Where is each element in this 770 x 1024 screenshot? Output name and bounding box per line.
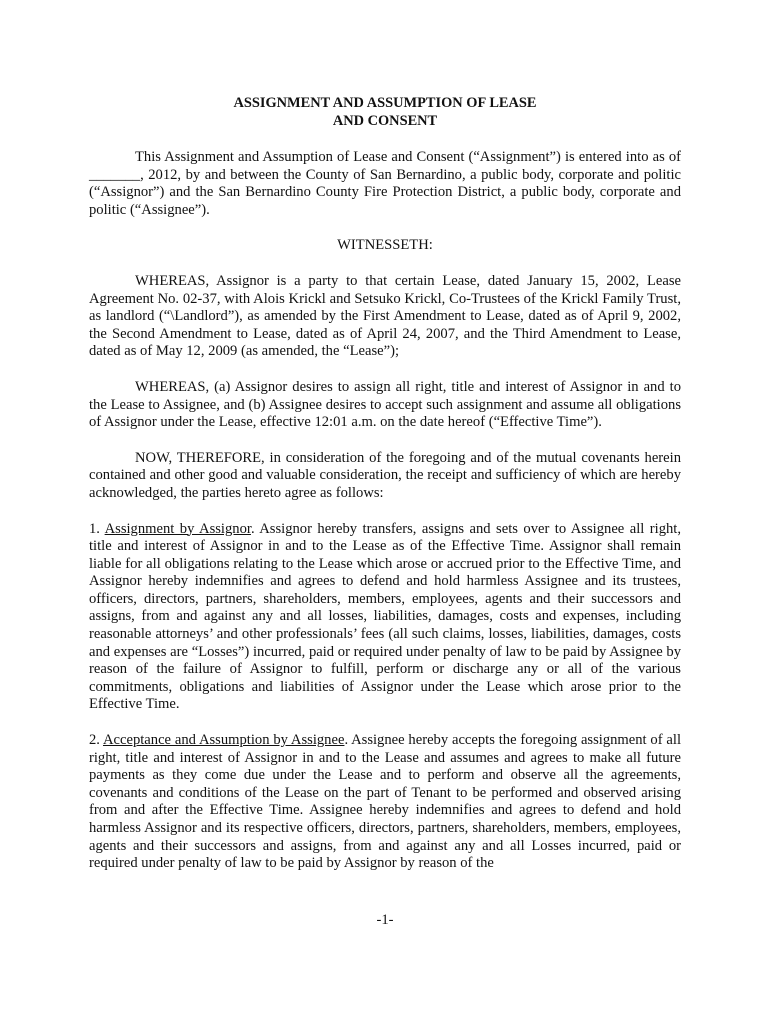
document-title-line-1: ASSIGNMENT AND ASSUMPTION OF LEASE [233, 95, 537, 111]
section-1 [89, 521, 681, 715]
intro-paragraph: This Assignment and Assumption of Lease and Consent (“Assignment”) is entered into as of _______, 2012, by and between the County of San Bernardino, a public body, corporate and politic (“Assignor”) and the San Bernardino County Fire Protection District, a public body, corporate and politic (“Assignee”). [89, 149, 681, 218]
page-number: -1- [376, 912, 394, 928]
section-1-text: . Assignor hereby transfers, assigns and sets over to Assignee all right, title and interest of Assignor in and to the Lease as of the Effective Time. Assignor shall remain liable for all obligations relating to the Lease which arose or accrued prior to the Effective Time, and Assignor hereby indemnifies and agrees to defend and hold harmless Assignee and its trustees, officers, directors, partners, shareholders, members, employees, agents and their successors and assigns, from and against any and all losses, liabilities, damages, costs and expenses, including reasonable attorneys’ and other professionals’ fees (all such claims, losses, liabilities, damages, costs and expenses are “Losses”) incurred, paid or required under penalty of law to be paid by Assignee by reason of the failure of Assignor to fulfill, perform or discharge any or all of the various commitments, obligations and liabilities of Assignor under the Lease which arose prior to the Effective Time. [89, 520, 681, 713]
document-title-line-2: AND CONSENT [332, 113, 438, 129]
section-2-heading: Acceptance and Assumption by Assignee [102, 732, 345, 749]
now-therefore-paragraph: NOW, THEREFORE, in consideration of the foregoing and of the mutual covenants herein contained and other good and valuable consideration, the receipt and sufficiency of which are hereby acknowledged, the parties hereto agree as follows: [89, 449, 681, 501]
whereas-paragraph-2: WHEREAS, (a) Assignor desires to assign all right, title and interest of Assignor in and to the Lease to Assignee, and (b) Assignee desires to accept such assignment and assume all obligations of Assignor under the Lease, effective 12:01 a.m. on the date hereof (“Effective Time”). [89, 378, 681, 431]
witnesseth-heading: WITNESSETH: [337, 237, 433, 254]
section-1-number: 1. [89, 520, 100, 537]
document-body [89, 94, 681, 873]
whereas-paragraph-1: WHEREAS, Assignor is a party to that certain Lease, dated January 15, 2002, Lease Agreement No. 02-37, with Alois Krickl and Setsuko Krickl, Co-Trustees of the Krickl Family Trust, as landlord (“\Landlord”), as amended by the First Amendment to Lease, dated as of April 9, 2002, the Second Amendment to Lease, dated as of April 24, 2007, and the Third Amendment to Lease, dated as of May 12, 2009 (as amended, the “Lease”); [89, 272, 681, 360]
section-2 [89, 732, 681, 873]
section-1-heading: Assignment by Assignor [104, 520, 251, 537]
section-2-text: . Assignee hereby accepts the foregoing assignment of all right, title and interest of Assignor in and to the Lease and assumes and agrees to make all future payments as they come due under the Lease and to perform and observe all the agreements, covenants and conditions of the Lease on the part of Tenant to be performed and observed arising from and after the Effective Time. Assignee hereby indemnifies and agrees to defend and hold harmless Assignor and its respective officers, directors, partners, shareholders, members, employees, agents and their successors and assigns, from and against any and all Losses incurred, paid or required under penalty of law to be paid by Assignor by reason of the [89, 732, 682, 872]
section-2-number: 2. [89, 732, 100, 749]
